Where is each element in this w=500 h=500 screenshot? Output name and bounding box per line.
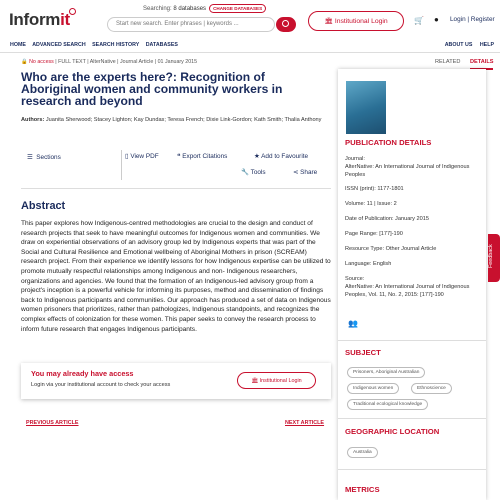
share-button[interactable]: ⋖ Share	[293, 169, 318, 176]
volume-field: Volume: 11 | Issue: 2	[345, 201, 397, 207]
panel-divider	[338, 418, 486, 419]
nav-advanced-search[interactable]: ADVANCED SEARCH	[32, 42, 86, 48]
share-icon: ⋖	[293, 169, 299, 176]
sections-button[interactable]: ☰ Sections	[27, 154, 61, 161]
authors: Authors: Juanita Sherwood; Stacey Lighton; Kay Dundas; Teresa French; Dixie Link-Gordon; Kath Smith; Thalia Anthony	[21, 117, 322, 123]
subject-chip[interactable]: Traditional ecological knowledge	[347, 399, 428, 410]
search-input[interactable]: Start new search. Enter phrases | keywords ...	[107, 17, 275, 32]
access-institutional-login-button[interactable]: 🏛 Institutional Login	[237, 372, 316, 389]
resource-field: Resource Type: Other Journal Article	[345, 246, 437, 252]
star-icon: ★	[254, 153, 260, 160]
cart-icon[interactable]: 🛒	[414, 16, 424, 25]
geo-chip[interactable]: Australia	[347, 447, 378, 458]
lock-icon: 🔒	[21, 59, 28, 65]
details-panel	[338, 69, 486, 500]
toolbar-divider	[121, 150, 122, 180]
access-subtitle: Login via your institutional account to check your access	[31, 382, 171, 388]
geographic-location-heading: GEOGRAPHIC LOCATION	[345, 427, 440, 436]
nav-about-us[interactable]: ABOUT US	[444, 42, 473, 48]
search-button[interactable]	[276, 17, 296, 32]
publication-details-heading: PUBLICATION DETAILS	[345, 138, 432, 147]
tools-button[interactable]: 🔧 Tools	[241, 169, 266, 176]
date-field: Date of Publication: January 2015	[345, 216, 429, 222]
subject-heading: SUBJECT	[345, 348, 381, 357]
user-icon: ●	[434, 15, 439, 24]
nav-home[interactable]: HOME	[10, 42, 26, 48]
add-to-favourite-button[interactable]: ★ Add to Favourite	[254, 153, 309, 160]
export-citations-button[interactable]: ❝ Export Citations	[177, 153, 228, 160]
journal-cover[interactable]	[346, 81, 386, 134]
toolbar-divider-line	[21, 188, 331, 189]
journal-field: Journal: AlterNative: An International Journal of Indigenous Peoples	[345, 156, 470, 178]
quote-icon: ❝	[177, 153, 181, 160]
tab-related[interactable]: RELATED	[435, 59, 461, 65]
subject-chip[interactable]: Ethnoscience	[411, 383, 452, 394]
institutional-login-button[interactable]: 🏛 Institutional Login	[308, 11, 404, 31]
abstract-text: This paper explores how Indigenous-centred methodologies are crucial to the design and conduct of research projects that seek to have meaningful outcomes for Indigenous women and communities. We draw on experiential observations of an advisory group led by Indigenous experts that was part of the Social and Cultural Resilience and Emotional wellbeing of Aboriginal Mothers in prison (SCREAM) research project. From their experience we identify lessons for how Indigenous expertise can be utilized to promote mutually respectful relationships among Indigenous and non- Indigenous researchers, organizations and agencies. We found that the formation of an Indigenous-led advisory group from a project's inception is a powerful vehicle for informing its purposes, method and dissemination of findings back to Indigenous participants and communities. Our approach has produced a set of data on Indigenous women prisoners that prioritizes, rather than pathologizes, Indigenous standpoints, and recognizes the complex effects of colonization for these women. This paper seeks to convey the research process to inform future research that engages Indigenous participants.	[21, 220, 331, 333]
informit-logo[interactable]: Informit	[9, 10, 70, 30]
article-meta: 🔒 No access | FULL TEXT | AlterNative | Journal Article | 01 January 2015	[21, 59, 198, 65]
article-toolbar	[21, 150, 331, 180]
subject-chip[interactable]: Indigenous women	[347, 383, 399, 394]
panel-divider	[338, 340, 486, 341]
previous-article-link[interactable]: PREVIOUS ARTICLE	[26, 420, 79, 426]
issn-field: ISSN (print): 1177-1801	[345, 186, 404, 192]
list-icon: ☰	[27, 154, 33, 161]
metrics-heading: METRICS	[345, 485, 380, 494]
access-box	[21, 363, 331, 399]
subject-chip[interactable]: Prisoners, Aboriginal Australian	[347, 367, 425, 378]
change-databases-button[interactable]: CHANGE DATABASES	[209, 4, 266, 13]
wrench-icon: 🔧	[241, 169, 249, 176]
feedback-tab[interactable]: Feedback	[488, 234, 500, 282]
searching-databases: Searching: 8 databases CHANGE DATABASES	[143, 4, 266, 13]
access-title: You may already have access	[31, 369, 134, 378]
language-field: Language: English	[345, 261, 392, 267]
main-nav	[0, 40, 500, 52]
pdf-icon: ▯	[125, 153, 129, 160]
panel-divider	[338, 469, 486, 470]
institution-icon: 🏛	[251, 378, 259, 384]
header-divider	[0, 52, 500, 53]
article-title: Who are the experts here?: Recognition of Aboriginal women and community workers in research and beyond	[21, 70, 283, 108]
site-header	[0, 0, 500, 38]
nav-databases[interactable]: DATABASES	[145, 42, 178, 48]
panel-tabs	[427, 59, 493, 65]
nav-search-history[interactable]: SEARCH HISTORY	[92, 42, 140, 48]
institution-icon: 🏛	[324, 18, 333, 25]
next-article-link[interactable]: NEXT ARTICLE	[285, 420, 325, 426]
nav-help[interactable]: HELP	[479, 42, 494, 48]
view-pdf-button[interactable]: ▯ View PDF	[125, 153, 159, 160]
authors-icon[interactable]: 👥	[348, 319, 358, 328]
pages-field: Page Range: [177]-190	[345, 231, 403, 237]
abstract-heading: Abstract	[21, 200, 66, 212]
login-register-link[interactable]: Login | Register	[450, 16, 495, 23]
tab-details[interactable]: DETAILS	[470, 59, 494, 70]
access-status: No access	[29, 59, 54, 65]
source-field: Source: AlterNative: An International Journal of Indigenous Peoples, Vol. 11, No. 2, 2015: [177]-190	[345, 276, 470, 298]
